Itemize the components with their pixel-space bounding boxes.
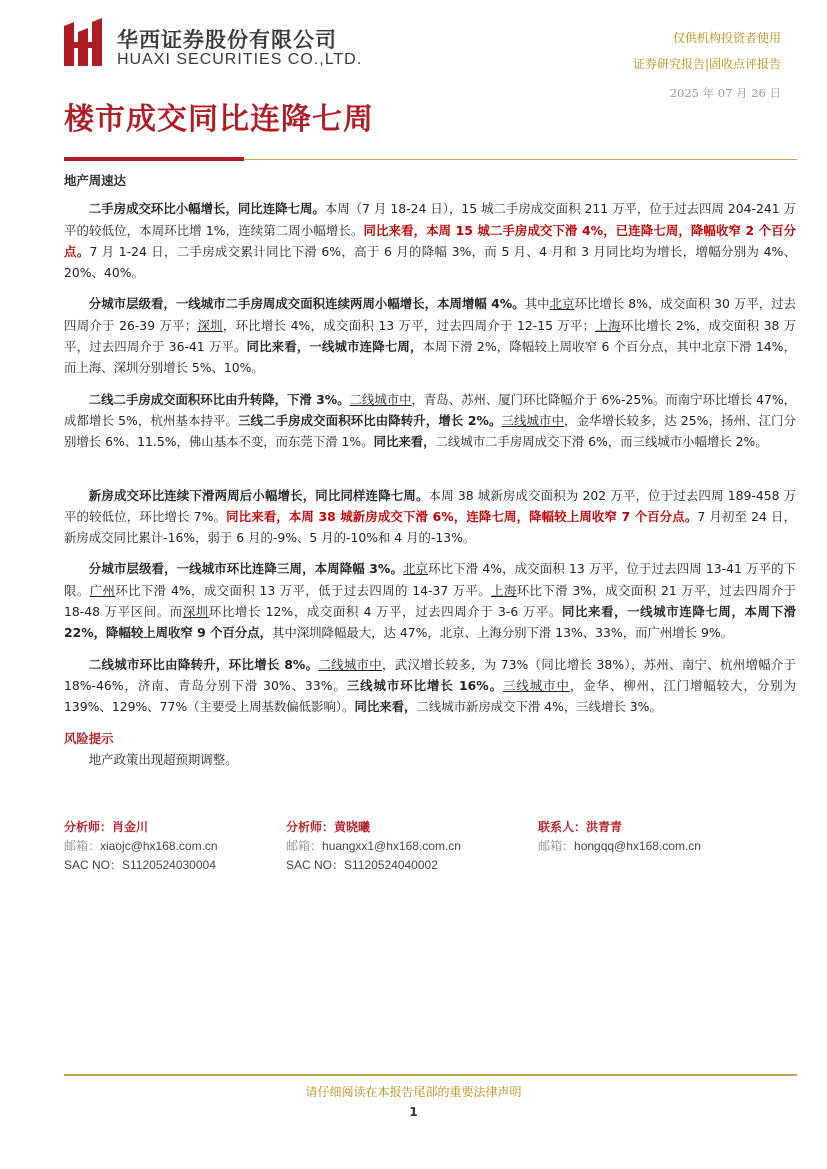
report-title: 楼市成交同比连降七周 — [64, 102, 374, 137]
email-label: 邮箱： — [286, 839, 323, 853]
paragraph-secondhand-tier2-3: 二线二手房成交面积环比由升转降，下滑 3%。二线城市中，青岛、苏州、厦门环比降幅介于 6%-25%。而南宁环比增长 47%，成都增长 5%，杭州基本持平。三线二手房成交面积环比由降转升，增长 2%。三线城市中，金华增长较多，达 25%，扬州、江门分别增长 6%、11.5%，佛山基本不变，而东莞下滑 1%。同比来看，二线城市二手房周成交下滑 6%，而三线城市小幅增长 2%。 — [64, 391, 796, 450]
paragraph-secondhand-tier1: 分城市层级看，一线城市二手房周成交面积连续两周小幅增长，本周增幅 4%。其中北京环比增长 8%，成交面积 30 万平，过去四周介于 26-39 万平；深圳，环比增长 4%，成交面积 13 万平，过去四周介于 12-15 万平；上海环比增长 2%，成交面积 38 万平，过去四周介于 36-41 万平。同比来看，一线城市连降七周，本周下滑 2%，降幅较上周收窄 6 个百分点，其中北京下滑 14%，而上海、深圳分别增长 5%、10%。 — [64, 296, 797, 376]
title-underline-red — [64, 157, 244, 161]
title-underline-gold — [244, 159, 797, 160]
footer-disclaimer: 请仔细阅读在本报告尾部的重要法律声明 — [305, 1085, 522, 1099]
report-date: 2025 年 07 月 26 日 — [669, 86, 781, 100]
contact-name: 联系人：洪青青 — [538, 820, 623, 834]
company-name-cn: 华西证券股份有限公司 — [117, 28, 337, 52]
contact-email[interactable]: huangxx1@hx168.com.cn — [322, 839, 461, 853]
contact-sac: SAC NO：S1120524030004 — [64, 858, 216, 872]
huaxi-logo-icon — [60, 18, 106, 70]
contact-name: 分析师：肖金川 — [64, 820, 149, 834]
paragraph-newhome-tier2-3: 二线城市环比由降转升，环比增长 8%。二线城市中，武汉增长较多，为 73%（同比增长 38%），苏州、南宁、杭州增幅介于 18%-46%，济南、青岛分别下滑 30%、33%。三线城市环比增长 16%。三线城市中，金华、柳州、江门增幅较大，分别为 139%、129%、77%（主要受上周基数偏低影响）。同比来看，二线城市新房成交下滑 4%，三线增长 3%。 — [64, 656, 797, 715]
paragraph-secondhand-overview: 二手房成交环比小幅增长，同比连降七周。本周（7 月 18-24 日），15 城二手房成交面积 211 万平，位于过去四周 204-241 万平的较低位，本周环比增 1%，连续第二周小幅增长。同比来看，本周 15 城二手房成交下滑 4%，已连降七周，降幅收窄 2 个百分点。7 月 1-24 日，二手房成交累计同比下滑 6%，高于 6 月的降幅 3%，而 5 月、4 月和 3 月同比均为增长，增幅分别为 4%、20%、40%。 — [64, 201, 796, 281]
risk-text: 地产政策出现超预期调整。 — [88, 751, 238, 767]
contact-analyst-1 — [64, 818, 218, 875]
section-title: 地产周速达 — [64, 173, 126, 188]
contact-person-3 — [538, 818, 701, 856]
audience-note: 仅供机构投资者使用 — [672, 31, 781, 45]
email-label: 邮箱： — [538, 839, 575, 853]
contact-name: 分析师：黄晓曦 — [286, 820, 371, 834]
paragraph-newhome-tier1: 分城市层级看，一线城市环比连降三周，本周降幅 3%。北京环比下滑 4%，成交面积 13 万平，位于过去四周 13-41 万平的下限。广州环比下滑 4%，成交面积 13 万平，低于过去四周的 14-37 万平。上海环比下滑 3%，成交面积 21 万平，过去四周介于 18-48 万平区间。而深圳环比增长 12%，成交面积 4 万平，过去四周介于 3-6 万平。同比来看，一线城市连降七周，本周下滑 22%，降幅较上周收窄 9 个百分点，其中深圳降幅最大，达 47%，北京、上海分别下滑 13%、33%，而广州增长 9%。 — [64, 561, 797, 641]
risk-title: 风险提示 — [64, 730, 114, 746]
contact-sac: SAC NO：S1120524040002 — [286, 858, 438, 872]
contact-email[interactable]: hongqq@hx168.com.cn — [574, 839, 701, 853]
contact-email[interactable]: xiaojc@hx168.com.cn — [100, 839, 218, 853]
footer-divider — [64, 1074, 797, 1076]
contact-analyst-2 — [286, 818, 461, 875]
company-name-en: HUAXI SECURITIES CO.,LTD. — [117, 51, 363, 68]
email-label: 邮箱： — [64, 839, 101, 853]
report-body — [64, 170, 796, 770]
report-type: 证券研究报告|固收点评报告 — [632, 57, 781, 71]
paragraph-newhome-overview: 新房成交环比连续下滑两周后小幅增长，同比同样连降七周。本周 38 城新房成交面积为 202 万平，位于过去四周 189-458 万平的较低位，环比增长 7%。同比来看，本周 38 城新房成交下滑 6%，连降七周，降幅较上周收窄 7 个百分点。7 月初至 24 日，新房成交同比累计-16%，弱于 6 月的-9%、5 月的-10%和 4 月的-13%。 — [64, 487, 796, 546]
page-number: 1 — [409, 1105, 418, 1119]
